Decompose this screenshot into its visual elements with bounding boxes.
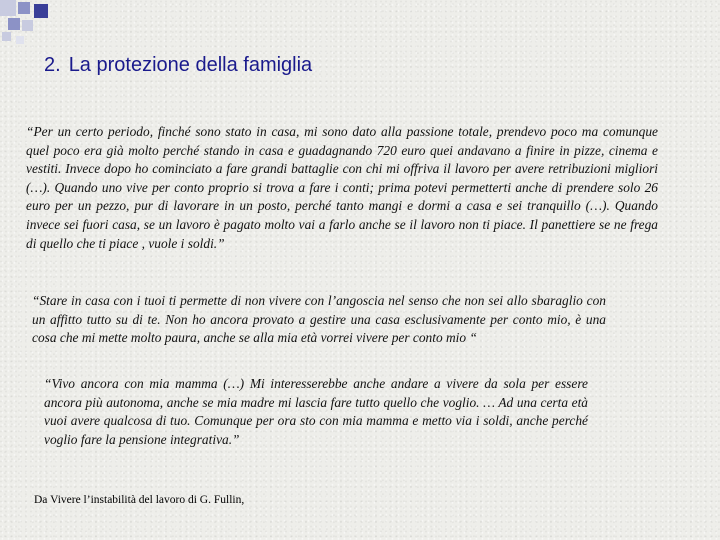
deco-square <box>22 20 33 31</box>
corner-decoration <box>0 0 60 50</box>
deco-square <box>16 36 24 44</box>
deco-square <box>0 0 16 16</box>
source-citation: Da Vivere l’instabilità del lavoro di G. Fullin, <box>34 494 245 506</box>
slide-number: 2. <box>44 54 61 76</box>
quote-3: “Vivo ancora con mia mamma (…) Mi interesserebbe anche andare a vivere da sola per essere ancora più autonoma, anche se mia madre mi lascia fare tutto quello che voglio. … Ad una certa età vuoi avere qualcosa di tuo. Comunque per ora sto con mia mamma e metto via i soldi, anche perché voglio fare la pensione integrativa.” <box>44 376 588 447</box>
deco-square <box>18 2 30 14</box>
deco-square <box>8 18 20 30</box>
slide-title <box>44 54 312 77</box>
quote-2: “Stare in casa con i tuoi ti permette di non vivere con l’angoscia nel senso che non sei allo sbaraglio con un affitto tutto su di te. Non ho ancora provato a gestire una casa esclusivamente per conto mio, è una cosa che mi mette molto paura, anche se alla mia età vorrei vivere per conto mio “ <box>32 293 606 346</box>
deco-square <box>34 4 48 18</box>
deco-square <box>2 32 11 41</box>
slide-title-text: La protezione della famiglia <box>68 54 313 76</box>
quote-1: “Per un certo periodo, finché sono stato in casa, mi sono dato alla passione totale, prendevo poco ma comunque quel poco era già molto perché stando in casa e guadagnando 720 euro quei andavano a finire in pizze, cinema e vestiti. Invece dopo ho cominciato a fare grandi battaglie con chi mi offriva il lavoro per avere retribuzioni migliori (…). Quando uno vive per conto proprio si trova a fare i conti; prima potevi permetterti anche di prendere solo 26 euro per un pezzo, pur di lavorare in un posto, perché tanto mangi e dormi a casa e sei tranquillo (…). Quando invece sei fuori casa, se un lavoro è pagato molto vai a farlo anche se il lavoro non ti piace. Il panettiere se ne frega di quello che ti piace , vuole i soldi.” <box>26 124 658 251</box>
